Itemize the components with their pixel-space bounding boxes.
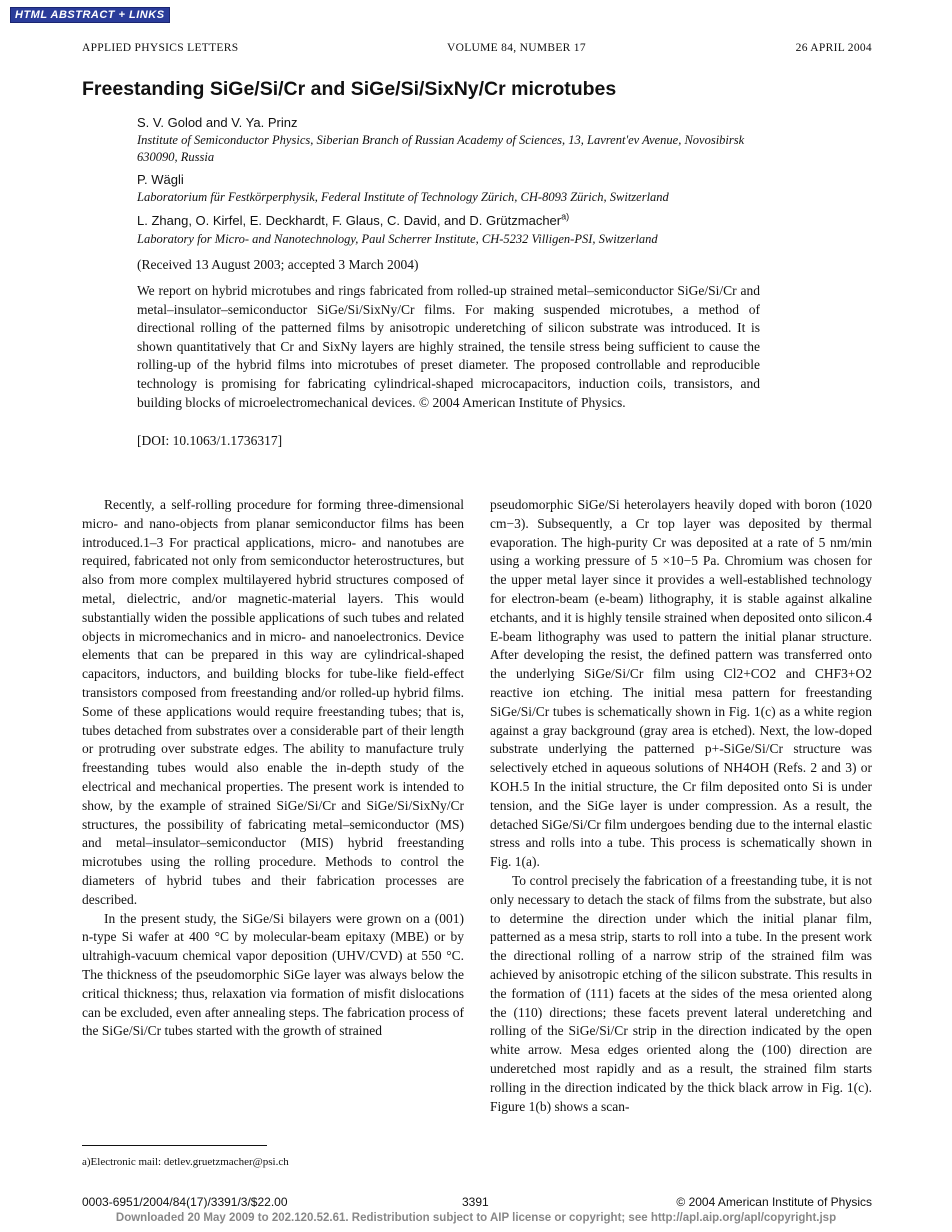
author-footnote-marker[interactable]: a) (561, 211, 570, 222)
affiliation-1: Institute of Semiconductor Physics, Siberian Branch of Russian Academy of Sciences, 13, Lavrent'ev Avenue, Novosibirsk 630090, Russia (137, 133, 745, 164)
authors-line-1: S. V. Golod and V. Ya. Prinz (137, 115, 298, 130)
authors-names: L. Zhang, O. Kirfel, E. Deckhardt, F. Glaus, C. David, and D. Grützmacher (137, 213, 562, 228)
paper-title: Freestanding SiGe/Si/Cr and SiGe/Si/SixNy/Cr microtubes (82, 78, 617, 100)
authors-line-2: P. Wägli (137, 172, 184, 187)
footnote-divider (82, 1145, 267, 1146)
footer-copyright: © 2004 American Institute of Physics (676, 1195, 872, 1209)
paragraph: Recently, a self-rolling procedure for forming three-dimensional micro- and nano-objects from planar semiconductor films has been introduced.1–3 For practical applications, micro- and nanotubes are required, fabricated not only from semiconductor heterostructures, but also from more complex multilayered hybrid structures composed of metal, dielectric, and/or magnetic-material layers. This would substantially widen the possible applications of such tubes and related objects in micromechanics and in micro- and nanoelectronics. Device elements that can be prepared in this way are cylindrical-shaped capacitors, inductors, and building blocks for tube-like field-effect transistors composed from freestanding and/or rolled-up hybrid films. Some of these applications would require freestanding tubes; that is, tubes detached from substrates over a considerable part of their length or protruding over substrate edges. The ability to manufacture truly freestanding tubes would also enable the in-depth study of the electrical and mechanical properties. The present work is intended to show, by the example of strained SiGe/Si/Cr and SiGe/Si/SixNy/Cr structures, the possibility of fabricating metal–semiconductor (MS) and metal–insulator–semiconductor (MIS) hybrid freestanding microtubes using the rolling procedure. Methods to control the diameters of hybrid tubes and their fabrication processes are described. (82, 497, 464, 907)
footnote: a)Electronic mail: detlev.gruetzmacher@psi.ch (82, 1156, 289, 1168)
html-abstract-links-button[interactable]: HTML ABSTRACT + LINKS (10, 7, 170, 23)
affiliation-2: Laboratorium für Festkörperphysik, Federal Institute of Technology Zürich, CH-8093 Zürich, Switzerland (137, 190, 669, 204)
issue-date: 26 APRIL 2004 (795, 42, 872, 54)
right-column (490, 496, 872, 1116)
journal-name: APPLIED PHYSICS LETTERS (82, 42, 239, 54)
paragraph: pseudomorphic SiGe/Si heterolayers heavily doped with boron (1020 cm−3). Subsequently, a Cr top layer was deposited by thermal evaporation. The high-purity Cr was deposited at a rate of 5 nm/min using a working pressure of 5 ×10−5 Pa. Chromium was chosen for the upper metal layer since it provides a well-established technology for electron-beam (e-beam) lithography, it is stable against alkaline etchants, and it is highly tensile strained when deposited onto silicon.4 E-beam lithography was used to pattern the initial planar structure. After developing the resist, the defined pattern was transferred onto the underlying SiGe/Si/Cr film using Cl2+CO2 and CHF3+O2 reactive ion etching. The initial mesa pattern for freestanding SiGe/Si/Cr tubes is schematically shown in Fig. 1(c) as a white region against a gray background (gray area is etched). Next, the low-doped substrate underlying the patterned p+-SiGe/Si/Cr structure was selectively etched in aqueous solutions of NH4OH (Refs. 2 and 3) or KOH.5 In the initial structure, the Cr film deposited onto Si is under tension, and the SiGe layer is under compression. As a result, the detached SiGe/Si/Cr film undergoes bending due to the internal elastic stress and rolls into a tube. This process is schematically shown in Fig. 1(a). (490, 497, 872, 870)
download-notice: Downloaded 20 May 2009 to 202.120.52.61. Redistribution subject to AIP license or copyright; see http://apl.aip.org/apl/copyright.jsp (115, 1212, 837, 1224)
left-column (82, 496, 464, 1041)
received-dates: (Received 13 August 2003; accepted 3 March 2004) (137, 257, 419, 272)
volume-number: VOLUME 84, NUMBER 17 (447, 42, 586, 54)
abstract: We report on hybrid microtubes and rings fabricated from rolled-up strained metal–semiconductor SiGe/Si/Cr and metal–insulator–semiconductor SiGe/Si/SixNy/Cr films. For making suspended microtubes, a method of directional rolling of the patterned films by anisotropic underetching of silicon substrate was introduced. It is shown quantitatively that Cr and SixNy layers are highly strained, the tensile stress being sufficient to cause the rolling-up of the hybrid films into microtubes of preset diameter. The proposed controllable and reproducible technology is promising for fabricating cylindrical-shaped microcapacitors, induction coils, transistors, and building blocks of microelectromechanical devices. © 2004 American Institute of Physics. (137, 283, 760, 410)
doi-link[interactable]: [DOI: 10.1063/1.1736317] (137, 433, 283, 448)
footer-code: 0003-6951/2004/84(17)/3391/3/$22.00 (82, 1195, 288, 1209)
authors-line-3 (137, 213, 569, 228)
affiliation-3: Laboratory for Micro- and Nanotechnology, Paul Scherrer Institute, CH-5232 Villigen-PSI, Switzerland (137, 232, 658, 246)
paragraph: To control precisely the fabrication of a freestanding tube, it is not only necessary to detach the stack of films from the substrate, but also to determine the direction under which the initial planar film, patterned as a mesa strip, starts to roll into a tube. In the present work the directional rolling of a narrow strip of the strained film was achieved by anisotropic etching of the silicon substrate. This results in the formation of (111) facets at the sides of the mesa oriented along the (110) directions; these facets prevent lateral underetching and rolling of the SiGe/Si/Cr strip in the direction indicated by the open white arrow. Mesa edges oriented along the (100) direction are underetched most rapidly and as a result, the strained film starts rolling in the direction indicated by the thick black arrow in Fig. 1(c). Figure 1(b) shows a scan- (490, 872, 872, 1114)
paragraph: In the present study, the SiGe/Si bilayers were grown on a (001) n-type Si wafer at 400 °C by molecular-beam epitaxy (MBE) or by ultrahigh-vacuum chemical vapor deposition (UHV/CVD) at 550 °C. The thickness of the pseudomorphic SiGe layer was always below the critical thickness; thus, relaxation via formation of misfit dislocations can be excluded, even after annealing steps. The fabrication process of the SiGe/Si/Cr tubes started with the growth of strained (82, 910, 464, 1039)
page-number: 3391 (462, 1195, 489, 1209)
